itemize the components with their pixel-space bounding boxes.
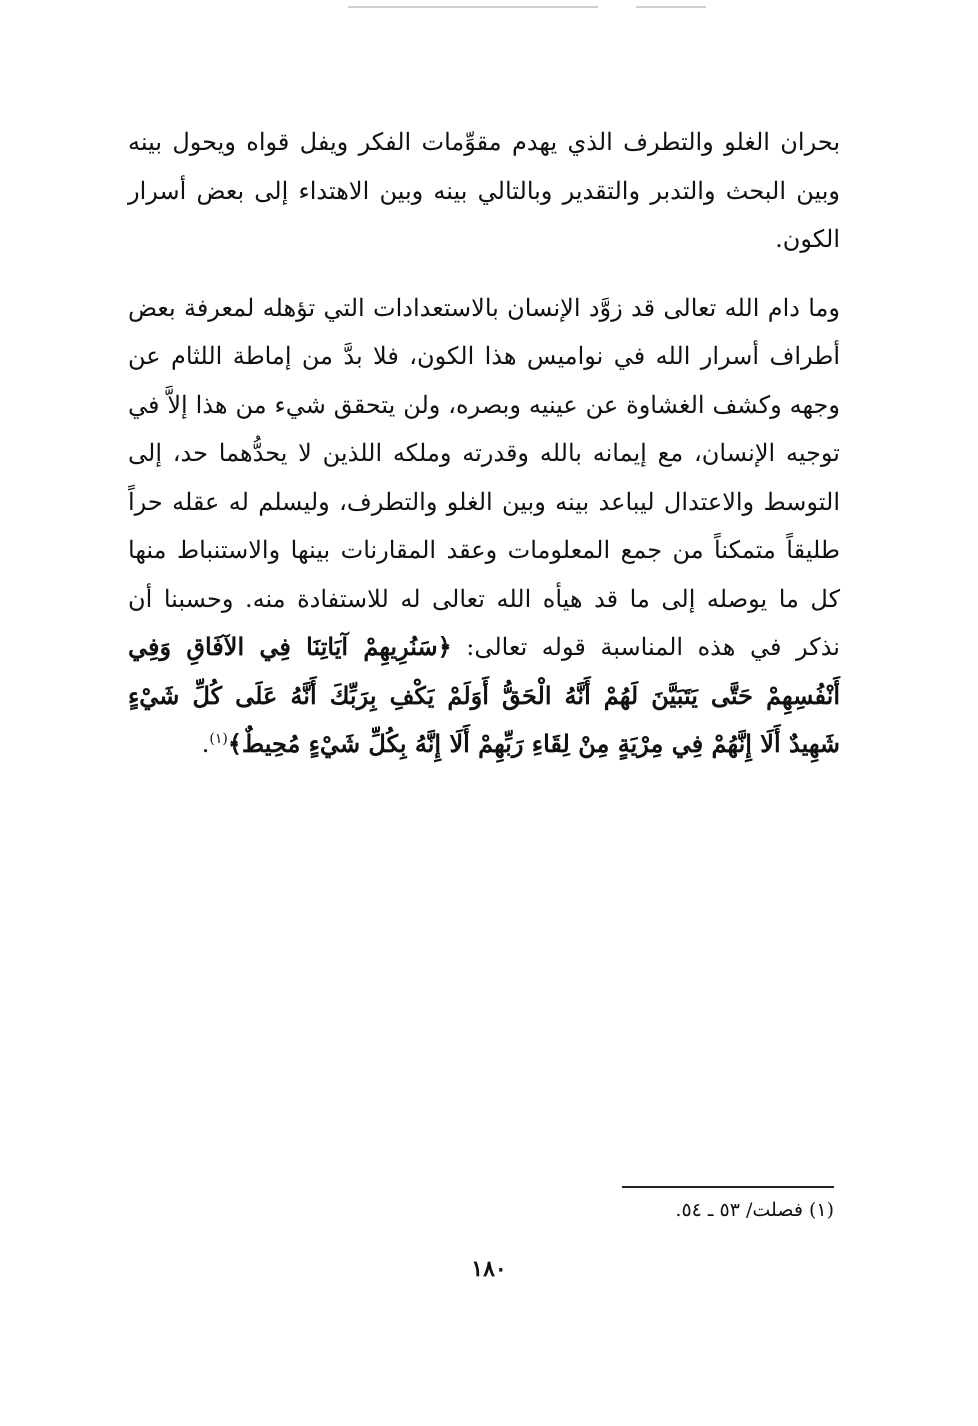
page-body xyxy=(128,118,840,769)
paragraph-2 xyxy=(128,284,840,769)
footnote-separator xyxy=(622,1186,834,1188)
footnote: (١) فصلت/ ٥٣ ـ ٥٤. xyxy=(675,1199,834,1221)
closing-period: . xyxy=(201,730,210,758)
footnote-reference[interactable]: (١) xyxy=(209,731,228,747)
paragraph-1: بحران الغلو والتطرف الذي يهدم مقوِّمات الفكر ويفل قواه ويحول بينه وبين البحث والتدبر والتقدير وبالتالي بينه وبين الاهتداء إلى بعض أسرار الكون. xyxy=(128,128,840,253)
header-rule-short xyxy=(636,6,706,8)
paragraph-2-text: وما دام الله تعالى قد زوَّد الإنسان بالاستعدادات التي تؤهله لمعرفة بعض أطراف أسرار الله في نواميس هذا الكون، فلا بدَّ من إماطة اللثام عن وجهه وكشف الغشاوة عن عينيه وبصره، ولن يتحقق شيء من هذا إلاَّ في توجيه الإنسان، مع إيمانه بالله وقدرته وملكه اللذين لا يحدُّهما حد، إلى التوسط والاعتدال ليباعد بينه وبين الغلو والتطرف، وليسلم له عقله حراً طليقاً متمكناً من جمع المعلومات وعقد المقارنات بينها والاستنباط منها كل ما يوصله إلى ما قد هيأه الله تعالى له للاستفادة منه. وحسبنا أن نذكر في هذه المناسبة قوله تعالى: xyxy=(128,293,841,661)
header-rule xyxy=(348,6,598,8)
quran-quote: ﴿سَنُرِيهِمْ آيَاتِنَا فِي الآفَاقِ وَفِي أَنْفُسِهِمْ حَتَّى يَتَبَيَّنَ لَهُمْ أَنَّهُ الْحَقُّ أَوَلَمْ يَكْفِ بِرَبِّكَ أَنَّهُ عَلَى كُلِّ شَيْءٍ شَهِيدٌ أَلَا إِنَّهُمْ فِي مِرْيَةٍ مِنْ لِقَاءِ رَبِّهِمْ أَلَا إِنَّهُ بِكُلِّ شَيْءٍ مُحِيطٌ﴾ xyxy=(128,632,840,758)
page-number: ١٨٠ xyxy=(471,1256,507,1282)
